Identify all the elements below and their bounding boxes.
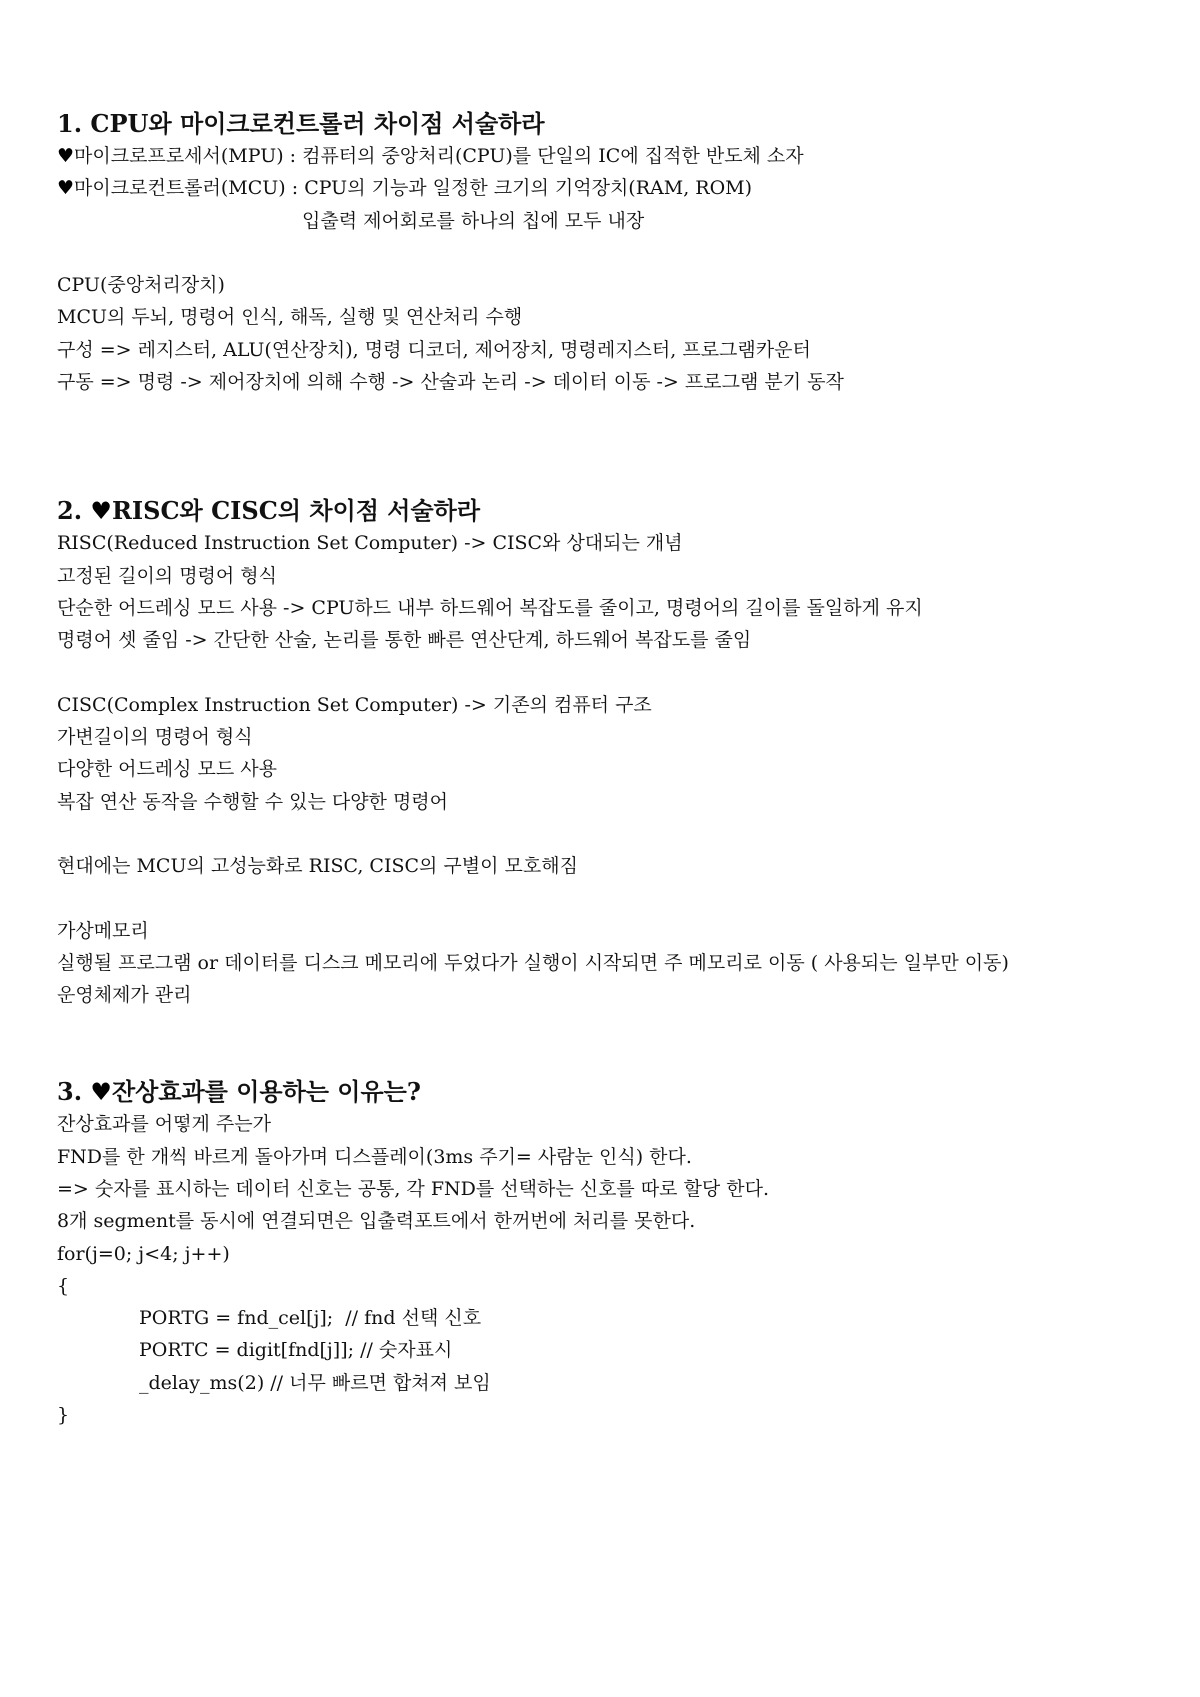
afterimage-line: FND를 한 개씩 바르게 돌아가며 디스플레이(3ms 주기= 사람눈 인식) 한다. [57,1145,692,1168]
code-open-brace: { [57,1274,70,1297]
modern-note: 현대에는 MCU의 고성능화로 RISC, CISC의 구별이 모호해짐 [57,855,578,878]
section2-heading [57,495,1157,527]
afterimage-line: 8개 segment를 동시에 연결되면은 입출력포트에서 한꺼번에 처리를 못한다. [57,1210,696,1233]
virtual-memory-line: 가상메모리 [57,919,149,942]
section3-title: 잔상효과를 이용하는 이유는? [111,1077,421,1107]
section2-number: 2. [57,496,91,526]
cpu-description: MCU의 두뇌, 명령어 인식, 해독, 실행 및 연산처리 수행 [57,306,523,329]
mcu-definition [57,172,1157,204]
section3-heading [57,1076,1157,1108]
document-page [57,108,1157,1431]
risc-line: 고정된 길이의 명령어 형식 [57,564,278,587]
cpu-components: 구성 => 레지스터, ALU(연산장치), 명령 디코더, 제어장치, 명령레지스터, 프로그램카운터 [57,338,811,361]
heart-icon: ♥ [57,177,75,200]
cisc-line: 다양한 어드레싱 모드 사용 [57,758,278,781]
afterimage-line: => 숫자를 표시하는 데이터 신호는 공통, 각 FND를 선택하는 신호를 따로 할당 한다. [57,1177,770,1200]
virtual-memory-line: 운영체제가 관리 [57,984,192,1007]
mpu-definition [57,140,1157,172]
mcu-definition-continued: 입출력 제어회로를 하나의 칩에 모두 내장 [302,209,645,232]
section2-title: RISC와 CISC의 차이점 서술하라 [111,496,481,526]
cisc-line: 가변길이의 명령어 형식 [57,726,253,749]
afterimage-line: 잔상효과를 어떻게 주는가 [57,1113,271,1136]
risc-line: 명령어 셋 줄임 -> 간단한 산술, 논리를 통한 빠른 연산단계, 하드웨어 복잡도를 줄임 [57,629,752,652]
heart-icon: ♥ [90,497,112,526]
code-body-line: PORTG = fnd_cel[j]; // fnd 선택 신호 [139,1307,482,1330]
code-body-line: PORTC = digit[fnd[j]]; // 숫자표시 [139,1339,453,1362]
code-body-line: _delay_ms(2) // 너무 빠르면 합쳐져 보임 [139,1371,491,1394]
risc-line: 단순한 어드레싱 모드 사용 -> CPU하드 내부 하드웨어 복잡도를 줄이고, 명령어의 길이를 돌일하게 유지 [57,596,923,619]
cpu-title: CPU(중앙처리장치) [57,274,225,297]
section3-number: 3. [57,1077,91,1107]
cpu-operation: 구동 => 명령 -> 제어장치에 의해 수행 -> 산술과 논리 -> 데이터 이동 -> 프로그램 분기 동작 [57,371,844,394]
risc-line: RISC(Reduced Instruction Set Computer) -> CISC와 상대되는 개념 [57,532,683,555]
code-for-loop: for(j=0; j<4; j++) [57,1242,230,1265]
heart-icon: ♥ [90,1078,112,1107]
heart-icon: ♥ [57,145,75,167]
mpu-definition-text: 마이크로프로세서(MPU) : 컴퓨터의 중앙처리(CPU)를 단일의 IC에 집적한 반도체 소자 [74,145,804,167]
mcu-definition-text: 마이크로컨트롤러(MCU) : CPU의 기능과 일정한 크기의 기억장치(RAM, ROM) [74,177,753,200]
virtual-memory-line: 실행될 프로그램 or 데이터를 디스크 메모리에 두었다가 실행이 시작되면 주 메모리로 이동 ( 사용되는 일부만 이동) [57,952,1009,975]
cisc-line: CISC(Complex Instruction Set Computer) -> 기존의 컴퓨터 구조 [57,693,652,716]
section1-heading: 1. CPU와 마이크로컨트롤러 차이점 서술하라 [57,109,545,138]
cisc-line: 복잡 연산 동작을 수행할 수 있는 다양한 명령어 [57,790,449,813]
code-close-brace: } [57,1403,70,1426]
